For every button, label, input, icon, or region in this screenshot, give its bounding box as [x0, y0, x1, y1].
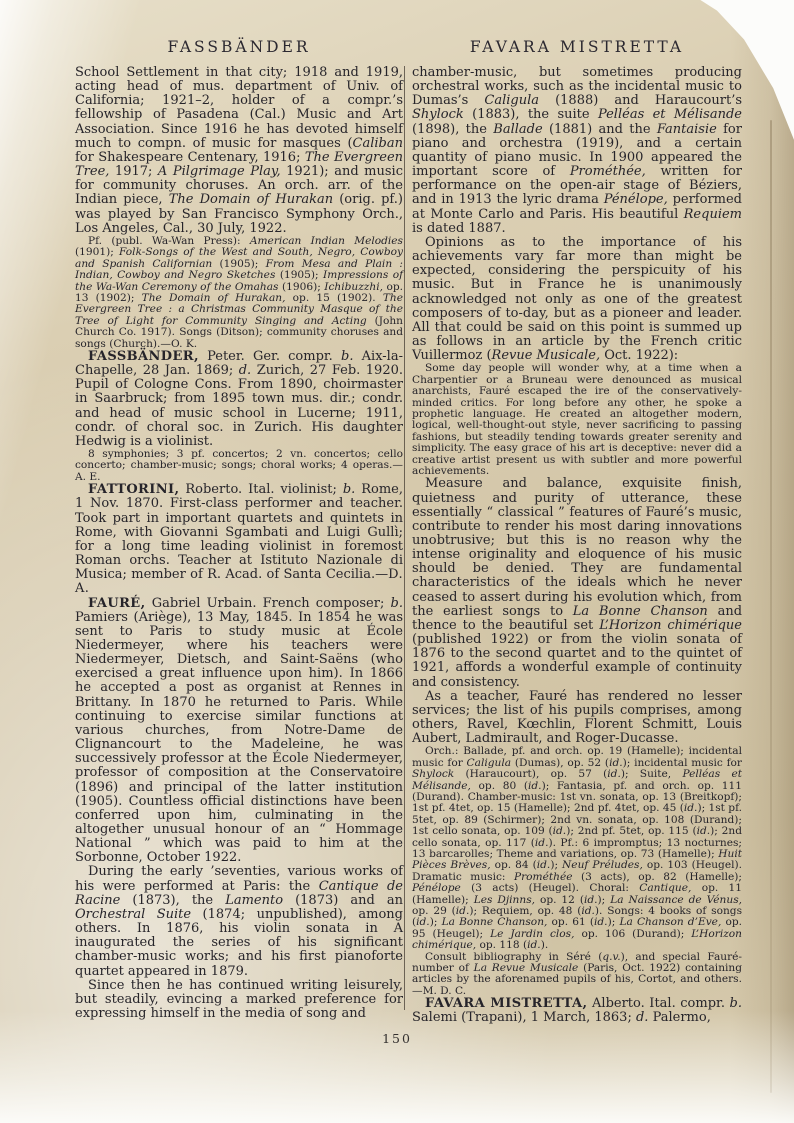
text-run: 1921); and music for community choruses. An orch. arr. of the Indian piece, [75, 164, 403, 208]
text-run: id. [594, 916, 608, 929]
text-run: op. 12 ( [535, 893, 584, 906]
text-run: (John Church Co. 1917). Songs (Ditson); community choruses and songs (Church).—O. K. [75, 314, 403, 350]
works-list-faure [412, 746, 742, 951]
text-run: id. [696, 825, 711, 838]
text-run: Gabriel Urbain. French composer; [145, 595, 391, 611]
text-run: Since then he has continued writing leisurely, but steadily, evincing a marked preference for expressing himself in the media of song and [75, 977, 403, 1022]
text-run: La Bonne Chanson [572, 603, 708, 619]
text-run: op. 11 (Hamelle); [412, 882, 742, 906]
text-run: ); 2nd pf. 5tet, op. 115 ( [566, 825, 697, 838]
text-run: Fantaisie [656, 121, 717, 137]
text-run: La Revue Musicale [473, 962, 579, 975]
text-run: School Settlement in that city; 1918 and 1919, acting head of mus. department of Univ. of California; 1921–2, holder of a compr.’s fellowship of Pasadena (Cal.) Music and Art Association. Since 1916 he has devoted himself much to compn. of music for masques ( [75, 65, 403, 151]
works-list-fast [75, 236, 403, 350]
text-run: for Shakespeare Centenary, 1916; [75, 149, 305, 165]
bibliography-note-faure [412, 952, 742, 998]
text-run: id. [609, 756, 623, 769]
text-run: Measure and balance, exquisite finish, quietness and purity of utterance, these essentially “ classical ” features of Fauré’s music, contribute to render his most daring innovations unobtrusive; but this is no reason why the intense originality and eloquence of his music should be denied. They are fundamental characteristics of the ideals which he never ceased to assert during his evolution which, from the earliest songs to [412, 476, 742, 619]
text-run: Le Jardin clos, [490, 927, 575, 940]
text-run: written for performance on the open-air stage of Béziers, and in 1913 the lyric drama [412, 164, 742, 208]
text-run: 8 symphonies; 3 pf. concertos; 2 vn. concertos; cello concerto; chamber-music; songs; choral works; 4 operas.—A. E. [75, 448, 403, 483]
text-run: op. 103 (Heugel). Dramatic music: [412, 859, 742, 883]
text-run: Aix-la-Chapelle, 28 Jan. 1869; [75, 348, 403, 379]
paragraph-faure-opinions [412, 236, 742, 363]
text-run: Revue Musicale, [491, 348, 601, 364]
text-run: id. [536, 859, 551, 872]
text-run: FAURÉ, [88, 595, 146, 611]
text-run: Shylock [412, 107, 464, 123]
page-edge-shadow [770, 120, 772, 1093]
text-run: La Chanson d’Eve, [619, 916, 722, 929]
text-run: b. [342, 482, 356, 498]
text-run: Some day people will wonder why, at a time when a Charpentier or a Bruneau were denounced as musical anarchists, Fauré escaped the ire of the conservatively-minded critics. For long before any other, he spoke a prophetic language. He created an altogether modern, logical, well-thought-out style, never sacrificing to passing fashions, but steadily tending towards greater serenity and simplicity. The easy grace of his art is deceptive: never did a creative artist present us with subtler and more powerful achievements. [412, 362, 742, 477]
text-run: Impressions of the Wa-Wan Ceremony of the Omahas [75, 269, 404, 293]
text-run: ), and special Fauré-number of [412, 950, 743, 975]
text-run: Caliban [352, 135, 403, 151]
text-run: Rome, 1 Nov. 1870. First-class performer and teacher. Took part in important quartets and quintets in Rome, with Giovanni Sgambati and Luigi Gullì; for a long time leading violinist in foremost Roman orchs. Teacher at Istituto Nazionale di Musica; member of R. Acad. of Santa Cecilia.— [75, 482, 403, 583]
text-run: id. [455, 905, 470, 917]
text-run: is dated 1887. [412, 220, 506, 236]
text-run: FASSBÄNDER, [88, 348, 199, 364]
text-run: (published 1922) or from the violin sonata of 1876 to the second quartet and to the quintet of 1921, affords a wonderful example of continuity and consistency. [412, 632, 742, 690]
quote-vuillermoz [412, 363, 742, 477]
text-run: During the early ’seventies, various works of his were performed at Paris: the [75, 864, 403, 894]
text-run: The Domain of Hurakan [168, 192, 334, 208]
paragraph-faure-measure [412, 477, 742, 689]
text-run: for piano and orchestra (1919), and a certain quantity of piano music. In 1900 appeared the important score of [412, 121, 742, 180]
text-run: ); [607, 916, 620, 929]
text-run: (1883), the suite [463, 107, 598, 123]
paragraph-faure-since-then [75, 979, 403, 1021]
paragraph-faure-teacher [412, 690, 742, 747]
text-run: (1888) and Haraucourt’s [539, 93, 743, 109]
left-column [75, 66, 403, 1021]
text-run: Caligula [484, 93, 540, 109]
text-run: Prométhée, [569, 164, 646, 180]
text-run: Peter. Ger. compr. [198, 348, 341, 364]
text-run: (3 acts), op. 82 (Hamelle); [572, 870, 742, 883]
right-column [412, 66, 742, 1026]
text-run: FAVARA MISTRETTA, [425, 996, 588, 1012]
text-run: Pf. (publ. Wa-Wan Press): [88, 234, 250, 247]
text-run: Salemi (Trapani), 1 March, 1863; [412, 1010, 636, 1026]
continuation-paragraph-fast [75, 66, 403, 236]
text-run: id. [528, 779, 542, 792]
text-run: Orchestral Suite [75, 906, 192, 922]
text-run: (1881) and the [542, 121, 657, 137]
text-run: Palermo, [648, 1010, 711, 1026]
text-run: Shylock [412, 768, 455, 781]
text-run: Huit Pièces Brèves, [412, 847, 742, 872]
text-run: ); [429, 916, 442, 929]
text-run: d. [238, 363, 252, 379]
text-run: Roberto. Ital. violinist; [179, 482, 343, 498]
text-run: (1901); [75, 246, 120, 259]
entry-faure [75, 597, 403, 866]
running-head-left: FASSBÄNDER [167, 38, 311, 56]
text-run: (1898), the [412, 121, 494, 137]
text-run: Caligula [466, 756, 512, 769]
continuation-paragraph-faure [412, 66, 742, 236]
text-run: id. [683, 802, 698, 815]
text-run: op. 13 (1902); [75, 280, 403, 304]
text-run: op. 118 ( [476, 939, 528, 952]
text-run: (1906); [278, 280, 325, 293]
text-run: 1917; [109, 164, 158, 180]
text-run: (1873) and an [283, 892, 403, 908]
text-run: Lamento [225, 892, 284, 908]
text-run: b. [341, 348, 354, 364]
text-run: (1873), the [120, 892, 226, 908]
text-run: ); Suite, [620, 768, 683, 781]
text-run: American Indian Melodies [249, 234, 403, 247]
text-run: op. 61 ( [547, 916, 595, 929]
text-run: A Pilgrimage Play, [157, 164, 281, 180]
text-run: The Domain of Hurakan, [141, 291, 286, 304]
text-run: op. 84 ( [490, 859, 537, 872]
text-run: id. [527, 939, 541, 952]
text-run: Les Djinns, [473, 893, 536, 906]
text-run: (3 acts) (Heugel). Choral: [460, 882, 640, 895]
text-run: op. 80 ( [470, 779, 529, 792]
text-run: (Haraucourt), op. 57 ( [454, 768, 608, 781]
text-run: Neuf Préludes, [562, 859, 643, 872]
text-run: Pamiers (Ariège), 13 May, 1845. In 1854 he was sent to Paris to study music at École Niedermeyer, where his teachers were Niedermeyer, Dietsch, and Saint-Saëns (who exercised a great influence upon him). In 1866 he accepted a post as organist at Rennes in Brittany. In 1870 he returned to Paris. While continuing to exercise similar functions at various churches, from Notre-Dame de Clignancourt to the Madeleine, he was successively professor at the École Niedermeyer, professor of composition at the Conservatoire (1896) and principal of the latter institution (1905). Countless official distinctions have been conferred upon him, culminating in the altogether unusual honour of an “ Hommage National ” which was paid to him at the Sorbonne, October 1922. [75, 609, 403, 866]
text-run: ); incidental music for [622, 756, 742, 769]
text-run: id. [607, 768, 621, 781]
text-run: op. 29 ( [412, 905, 456, 917]
works-list-fassbaender [75, 449, 403, 483]
text-run: Orch.: Ballade, pf. and orch. op. 19 (Hamelle); incidental music for [412, 745, 742, 769]
text-run: (1905); [275, 269, 324, 282]
text-run: From Mesa and Plain : Indian, Cowboy and Negro Sketches [75, 257, 403, 282]
text-run: d. [635, 1010, 649, 1026]
text-run: (orig. pf.) was played by San Francisco Symphony Orch., Los Angeles, Cal., 30 July, 1922. [75, 192, 403, 236]
text-run: id. [581, 905, 595, 917]
text-run: (Paris, Oct. 1922) containing articles by the aforenamed pupils of his, Cortot, and others.—M. D. C. [412, 962, 743, 997]
text-run: Pelléas et Mélisande, [412, 768, 742, 792]
text-run: L’Horizon chimérique [599, 617, 742, 633]
text-run: op. 95 (Heugel); [412, 916, 743, 940]
text-run: op. 15 (1902). [285, 291, 383, 304]
entry-favara-mistretta [412, 997, 742, 1025]
text-run: id. [416, 916, 430, 929]
text-run: Pénélope [412, 882, 461, 895]
text-run: ); Fantasia, pf. and orch. op. 111 (Durand). Chamber-music: 1st vn. sonata, op. 13 (Breitkopf); 1st pf. 4tet, op. 15 (Hamelle); 2nd pf. 4tet, op. 45 ( [412, 779, 742, 815]
text-run: FATTORINI, [88, 482, 180, 498]
paragraph-faure-seventies [75, 865, 403, 978]
text-run: b. [390, 595, 403, 611]
text-run: Prométhée [513, 870, 573, 883]
text-run: ); [597, 893, 611, 906]
text-run: La Naissance de Vénus, [610, 893, 742, 906]
text-run: D. A. [75, 567, 403, 597]
text-run: and thence to the beautiful set [412, 603, 743, 633]
text-run: Pelléas et Mélisande [597, 107, 742, 123]
text-run: performed at Monte Carlo and Paris. His beautiful [412, 192, 742, 222]
text-run: id. [552, 825, 567, 838]
text-run: As a teacher, Fauré has rendered no lesser services; the list of his pupils comprises, among others, Ravel, Kœchlin, Florent Schmitt, Louis Aubert, Ladmirault, and Roger-Ducasse. [412, 688, 742, 747]
text-run: Zurich, 27 Feb. 1920. Pupil of Cologne Cons. From 1890, choirmaster in Saarbruck; from 1895 town mus. dir.; condr. and head of music school in Lucerne; 1911, condr. of choral soc. in Zurich. His daughter Hedwig is a violinist. [75, 363, 404, 449]
text-run: Alberto. Ital. compr. [587, 996, 730, 1012]
text-run: The Evergreen Tree : a Christmas Community Masque of the Tree of Light for Community Singing and Acting [75, 291, 403, 327]
text-run: (Dumas), op. 52 ( [511, 756, 610, 769]
text-run: Pénélope, [603, 192, 668, 208]
entry-fattorini [75, 483, 403, 596]
text-run: La Bonne Chanson, [441, 916, 548, 929]
text-run: id. [534, 836, 549, 849]
text-run: ); 2nd cello sonata, op. 117 ( [412, 825, 743, 849]
text-run: b. [729, 996, 742, 1012]
text-run: ). [540, 939, 549, 952]
text-run: ). Pf.: 6 impromptus; 13 nocturnes; 13 barcarolles; Theme and variations, op. 73 (Hamelle); [412, 836, 742, 860]
text-run: Ichibuzzhi, [324, 280, 383, 293]
text-run: Requiem [683, 206, 742, 222]
entry-fassbaender [75, 350, 403, 449]
running-head-right: FAVARA MISTRETTA [469, 38, 685, 56]
text-run: Ballade [493, 121, 543, 137]
text-run: Oct. 1922): [600, 348, 679, 364]
text-run: ); [550, 859, 563, 872]
text-run: Cantique, [639, 882, 692, 895]
page-number: 150 [382, 1031, 412, 1046]
text-run: ). Songs: 4 books of songs ( [412, 905, 743, 929]
text-run: (1874; unpublished), among others. In 1876, his violin sonata in A inaugurated the series of his significant chamber-music works; and his first pianoforte quartet appeared in 1879. [75, 906, 403, 979]
column-divider-rule [404, 66, 405, 1010]
text-run: op. 106 (Durand); [574, 927, 692, 940]
text-run: id. [583, 893, 598, 906]
text-run: (1905); [212, 257, 266, 270]
text-run: Opinions as to the importance of his achievements vary far more than might be expected, considering the perspicuity of his music. But in France he is unanimously acknowledged not only as one of the greatest composers of to-day, but as a pioneer and leader. All that could be said on this point is summed up as follows in an article by the French critic Vuillermoz ( [412, 234, 742, 364]
text-run: chamber-music, but sometimes producing orchestral works, such as the incidental music to Dumas’s [412, 65, 742, 109]
text-run: ); 1st pf. 5tet, op. 89 (Schirmer); 2nd vn. sonata, op. 108 (Durand); 1st cello sonata, op. 109 ( [412, 802, 743, 838]
text-run: The Evergreen Tree, [75, 149, 404, 180]
text-run: q.v. [602, 950, 621, 963]
text-run: Cantique de Racine [75, 878, 403, 908]
text-run: Consult bibliography in Séré ( [425, 950, 603, 963]
text-run: ); Requiem, op. 48 ( [469, 905, 582, 917]
text-run: L’Horizon chimérique, [412, 927, 743, 952]
text-run: Folk-Songs of the West and South, Negro, Cowboy and Spanish Californian [75, 246, 403, 270]
